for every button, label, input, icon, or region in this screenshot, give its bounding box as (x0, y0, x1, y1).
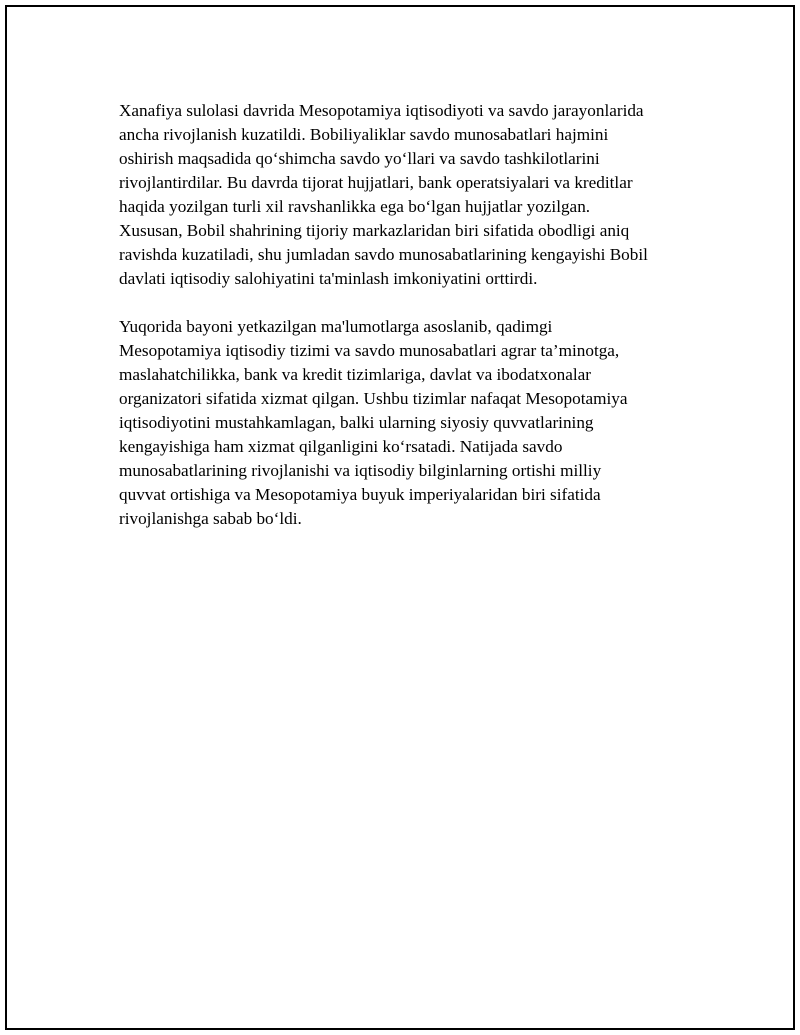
paragraph-line: rivojlanishga sabab bo‘ldi. (119, 509, 302, 528)
page-frame (5, 5, 795, 1030)
paragraph-line: quvvat ortishiga va Mesopotamiya buyuk imperiyalaridan biri sifatida (119, 485, 601, 504)
paragraph-1 (119, 99, 709, 291)
paragraph-line: Mesopotamiya iqtisodiy tizimi va savdo munosabatlari agrar ta’minotga, (119, 341, 620, 360)
paragraph-2 (119, 315, 709, 531)
paragraph-line: organizatori sifatida xizmat qilgan. Ushbu tizimlar nafaqat Mesopotamiya (119, 389, 628, 408)
paragraph-line: Yuqorida bayoni yetkazilgan ma'lumotlarga asoslanib, qadimgi (119, 317, 553, 336)
paragraph-line: iqtisodiyotini mustahkamlagan, balki ularning siyosiy quvvatlarining (119, 413, 594, 432)
paragraph-line: ancha rivojlanish kuzatildi. Bobiliyaliklar savdo munosabatlari hajmini (119, 125, 609, 144)
paragraph-line: oshirish maqsadida qo‘shimcha savdo yo‘llari va savdo tashkilotlarini (119, 149, 600, 168)
paragraph-line: ravishda kuzatiladi, shu jumladan savdo munosabatlarining kengayishi Bobil (119, 245, 648, 264)
paragraph-line: munosabatlarining rivojlanishi va iqtisodiy bilginlarning ortishi milliy (119, 461, 602, 480)
paragraph-line: kengayishiga ham xizmat qilganligini ko‘rsatadi. Natijada savdo (119, 437, 563, 456)
paragraph-line: rivojlantirdilar. Bu davrda tijorat hujjatlari, bank operatsiyalari va kreditlar (119, 173, 633, 192)
paragraph-line: davlati iqtisodiy salohiyatini ta'minlash imkoniyatini orttirdi. (119, 269, 538, 288)
paragraph-line: Xususan, Bobil shahrining tijoriy markazlaridan biri sifatida obodligi aniq (119, 221, 630, 240)
paragraph-line: haqida yozilgan turli xil ravshanlikka ega bo‘lgan hujjatlar yozilgan. (119, 197, 591, 216)
document-body (119, 99, 709, 555)
paragraph-line: Xanafiya sulolasi davrida Mesopotamiya iqtisodiyoti va savdo jarayonlarida (119, 101, 644, 120)
paragraph-line: maslahatchilikka, bank va kredit tizimlariga, davlat va ibodatxonalar (119, 365, 592, 384)
